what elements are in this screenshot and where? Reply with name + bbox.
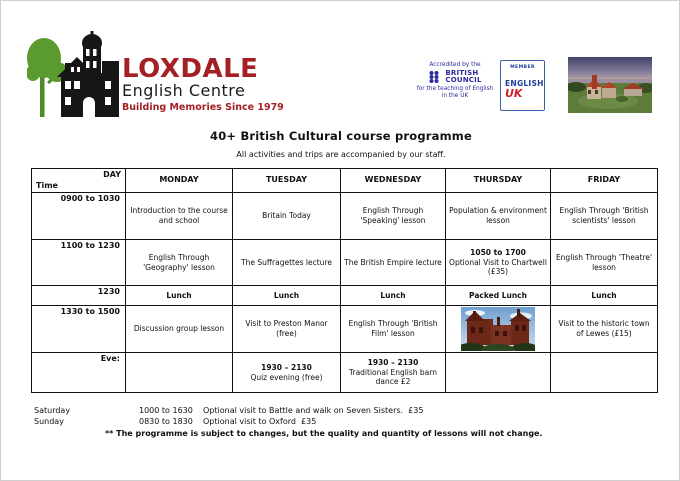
- bc-line2: COUNCIL: [445, 76, 482, 85]
- bc-accredited-text: Accredited by the: [429, 62, 481, 68]
- euk-uk-label: UK: [505, 87, 523, 100]
- activity-cell: English Through 'Geography' lesson: [126, 240, 233, 286]
- activity-cell: [126, 353, 233, 393]
- activity-cell: English Through 'Theatre' lesson: [551, 240, 658, 286]
- bc-wordmark: [445, 70, 481, 84]
- activity-cell: English Through 'British Film' lesson: [341, 306, 446, 353]
- bc-line1: BRITISH: [445, 69, 479, 77]
- activity-cell: 1050 to 1700 Optional Visit to Chartwell (£35): [446, 240, 551, 286]
- logo-text: [122, 31, 284, 119]
- british-council-dots-icon: [428, 70, 443, 84]
- activity-cell: 1930 – 2130 Quiz evening (free): [233, 353, 341, 393]
- page-title: 40+ British Cultural course programme: [210, 129, 472, 143]
- time-slot-label: 1100 to 1230: [32, 240, 126, 286]
- activity-cell: [446, 306, 551, 353]
- corner-time-label: Time: [36, 180, 58, 190]
- day-header-friday: FRIDAY: [551, 169, 658, 193]
- weekend-day: Sunday: [34, 416, 64, 426]
- lunch-cell: Packed Lunch: [446, 286, 551, 306]
- house-icon: [57, 31, 119, 117]
- british-council-badge: [414, 62, 496, 100]
- lunch-cell: Lunch: [233, 286, 341, 306]
- table-row: [32, 306, 658, 353]
- activity-cell: 1930 – 2130 Traditional English barn dance £2: [341, 353, 446, 393]
- activity-cell: Introduction to the course and school: [126, 193, 233, 240]
- activity-cell: Population & environment lesson: [446, 193, 551, 240]
- weekend-row-sunday: [34, 417, 654, 428]
- weekend-schedule: [34, 406, 654, 427]
- activity-cell: Visit to Preston Manor (free): [233, 306, 341, 353]
- lunch-row: [32, 286, 658, 306]
- logo-tagline: Building Memories Since 1979: [122, 102, 284, 114]
- activity-cell: The British Empire lecture: [341, 240, 446, 286]
- day-header-monday: MONDAY: [126, 169, 233, 193]
- lunch-cell: Lunch: [126, 286, 233, 306]
- day-header-tuesday: TUESDAY: [233, 169, 341, 193]
- euk-english-label: ENGLISH: [505, 79, 544, 88]
- weekend-time: 0830 to 1830: [139, 416, 193, 426]
- loxdale-logo: [27, 31, 284, 119]
- activity-cell: Britain Today: [233, 193, 341, 240]
- weekend-activity: Optional visit to Battle and walk on Seven Sisters. £35: [203, 406, 424, 415]
- table-row: [32, 240, 658, 286]
- activity-cell: English Through 'Speaking' lesson: [341, 193, 446, 240]
- activity-cell: The Suffragettes lecture: [233, 240, 341, 286]
- activity-cell: Visit to the historic town of Lewes (£15): [551, 306, 658, 353]
- time-slot-label: Eve:: [32, 353, 126, 393]
- activity-cell: Discussion group lesson: [126, 306, 233, 353]
- evening-row: [32, 353, 658, 393]
- logo-wordmark: LOXDALE: [122, 54, 259, 84]
- weekend-activity: Optional visit to Oxford £35: [203, 416, 317, 426]
- logo-subtitle: English Centre: [122, 80, 246, 100]
- activity-cell: [551, 353, 658, 393]
- house-tree-logo-icon: [27, 31, 121, 119]
- page-subtitle: All activities and trips are accompanied by our staff.: [236, 150, 446, 159]
- activity-cell: English Through 'British scientists' lesson: [551, 193, 658, 240]
- lunch-cell: Lunch: [551, 286, 658, 306]
- activity-cell: [446, 353, 551, 393]
- weekend-day: Saturday: [34, 406, 71, 415]
- english-uk-badge: [500, 60, 545, 111]
- day-header-thursday: THURSDAY: [446, 169, 551, 193]
- chartwell-house-photo: [461, 307, 535, 351]
- bc-footer-text: for the teaching of English in the UK: [416, 86, 494, 99]
- programme-note: ** The programme is subject to changes, but the quality and quantity of lessons will not change.: [105, 429, 543, 438]
- time-slot-label: 1230: [32, 286, 126, 306]
- table-header-row: [32, 169, 658, 193]
- corner-cell: [32, 169, 126, 193]
- weekend-time: 1000 to 1630: [139, 406, 193, 415]
- time-slot-label: 1330 to 1500: [32, 306, 126, 353]
- programme-table: [31, 168, 658, 393]
- euk-member-label: MEMBER: [510, 65, 535, 70]
- school-aerial-photo: [568, 57, 652, 113]
- day-header-wednesday: WEDNESDAY: [341, 169, 446, 193]
- corner-day-label: DAY: [103, 170, 121, 179]
- time-slot-label: 0900 to 1030: [32, 193, 126, 240]
- weekend-row-saturday: [34, 406, 654, 417]
- lunch-cell: Lunch: [341, 286, 446, 306]
- table-row: [32, 193, 658, 240]
